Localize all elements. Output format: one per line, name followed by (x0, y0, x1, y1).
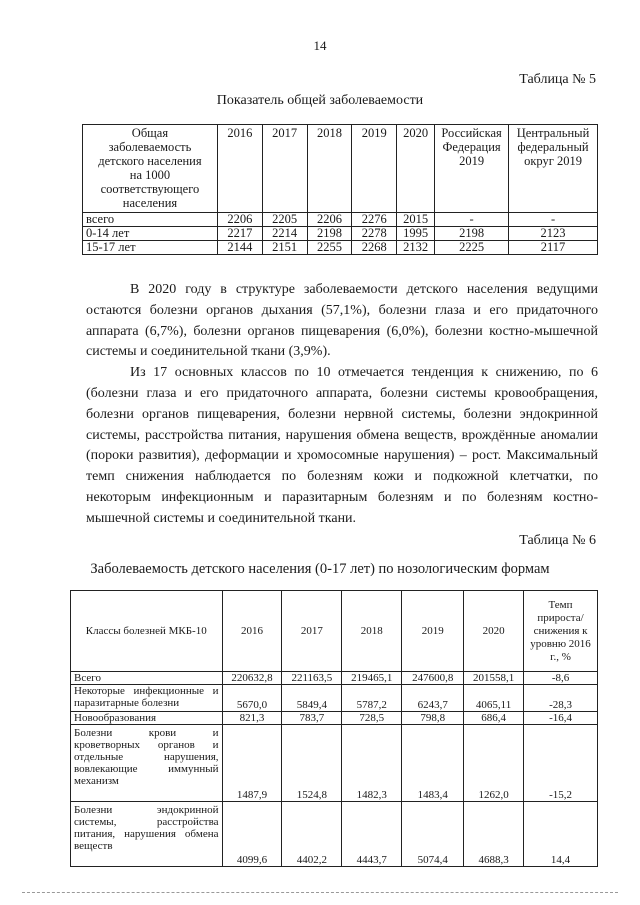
table6-row (71, 725, 598, 802)
table5-cell: - (435, 213, 509, 227)
table6-cell: Болезни эндокринной системы, расстройства питания, нарушения обмена веществ (71, 802, 223, 867)
table6-header-row (71, 591, 598, 672)
table6-cell: -28,3 (524, 685, 598, 712)
table6-cell: 4099,6 (222, 802, 282, 867)
table6-cell: 1524,8 (282, 725, 342, 802)
paragraph: Из 17 основных классов по 10 отмечается тенденция к снижению, по 6 (болезни глаза и его придаточного аппарата, болезни системы кровообращения, болезни органов пищеварения, болезни нервной системы, болезни эндокринной системы, расстройства питания, нарушения обмена веществ, врождённые аномалии (пороки развития), деформации и хромосомные нарушения) – рост. Максимальный темп снижения наблюдается по болезням кожи и подкожной клетчатки, по некоторым инфекционным и паразитарным болезням и по болезням костно-мышечной системы и соединительной ткани. (86, 365, 598, 526)
table6-cell: 4065,11 (464, 685, 524, 712)
table5-title: Показатель общей заболеваемости (216, 93, 424, 108)
table6-cell: 5074,4 (402, 802, 464, 867)
table6-cell: -8,6 (524, 672, 598, 685)
table5-row (83, 227, 598, 241)
table6-header-cell: 2016 (222, 591, 282, 672)
table6-row (71, 802, 598, 867)
table5-cell: 2117 (509, 241, 598, 255)
table5 (82, 124, 598, 255)
table6-cell: 5849,4 (282, 685, 342, 712)
table6-cell: -16,4 (524, 712, 598, 725)
table6-cell: 247600,8 (402, 672, 464, 685)
table6-cell: 1482,3 (342, 725, 402, 802)
table5-cell: 2206 (217, 213, 262, 227)
table6 (70, 590, 598, 867)
table6-cell: 821,3 (222, 712, 282, 725)
table5-cell: 15-17 лет (83, 241, 218, 255)
table6-cell: 1483,4 (402, 725, 464, 802)
table6-header-cell: 2019 (402, 591, 464, 672)
paragraph: В 2020 году в структуре заболеваемости детского населения ведущими остаются болезни органов дыхания (57,1%), болезни глаза и его придаточного аппарата (6,7%), болезни органов пищеварения (6,0%), болезни костно-мышечной системы и соединительной ткани (3,9%). (86, 282, 598, 360)
table5-header-row (83, 125, 598, 213)
table5-cell: всего (83, 213, 218, 227)
table5-header-cell: 2019 (352, 125, 397, 213)
table5-cell: 2123 (509, 227, 598, 241)
table6-cell: 14,4 (524, 802, 598, 867)
table5-cell: 0-14 лет (83, 227, 218, 241)
table6-row (71, 672, 598, 685)
table5-cell: 2205 (262, 213, 307, 227)
table6-cell: 798,8 (402, 712, 464, 725)
table6-header-cell: 2020 (464, 591, 524, 672)
table6-cell: 686,4 (464, 712, 524, 725)
table5-cell: 2132 (397, 241, 435, 255)
table6-cell: 1262,0 (464, 725, 524, 802)
table5-caption: Таблица № 5 (519, 72, 596, 87)
table5-row (83, 213, 598, 227)
table6-row (71, 685, 598, 712)
table5-cell: 2225 (435, 241, 509, 255)
table5-cell: 2144 (217, 241, 262, 255)
table5-cell: 2198 (307, 227, 352, 241)
table5-cell: 2278 (352, 227, 397, 241)
table5-cell: 2198 (435, 227, 509, 241)
body-text (86, 280, 598, 530)
table5-cell: 2255 (307, 241, 352, 255)
table6-cell: 1487,9 (222, 725, 282, 802)
table6-cell: 4443,7 (342, 802, 402, 867)
table6-header-cell: 2018 (342, 591, 402, 672)
table5-header-cell: 2017 (262, 125, 307, 213)
table5-header-cell: Центральный федеральный округ 2019 (509, 125, 598, 213)
table6-cell: 201558,1 (464, 672, 524, 685)
table5-header-cell: 2016 (217, 125, 262, 213)
table6-cell: 220632,8 (222, 672, 282, 685)
table6-cell: 219465,1 (342, 672, 402, 685)
table5-cell: 1995 (397, 227, 435, 241)
table6-header-cell: Темп прироста/ снижения к уровню 2016 г., % (524, 591, 598, 672)
table6-cell: 6243,7 (402, 685, 464, 712)
table6-cell: Некоторые инфекционные и паразитарные болезни (71, 685, 223, 712)
page-bottom-divider (22, 892, 618, 893)
table5-cell: 2217 (217, 227, 262, 241)
table5-cell: - (509, 213, 598, 227)
table6-cell: 5670,0 (222, 685, 282, 712)
table6-cell: 783,7 (282, 712, 342, 725)
table6-cell: 221163,5 (282, 672, 342, 685)
table5-cell: 2151 (262, 241, 307, 255)
table5-cell: 2276 (352, 213, 397, 227)
table5-cell: 2206 (307, 213, 352, 227)
table5-header-cell: 2018 (307, 125, 352, 213)
page-number: 14 (313, 38, 327, 53)
table6-cell: -15,2 (524, 725, 598, 802)
table6-cell: 5787,2 (342, 685, 402, 712)
table5-cell: 2015 (397, 213, 435, 227)
table6-cell: 728,5 (342, 712, 402, 725)
table5-row (83, 241, 598, 255)
table5-header-cell: Общая заболеваемость детского населения на 1000 соответствующего населения (83, 125, 218, 213)
table5-cell: 2268 (352, 241, 397, 255)
table6-caption: Таблица № 6 (519, 533, 596, 548)
table6-cell: Новообразования (71, 712, 223, 725)
table6-cell: Болезни крови и кроветворных органов и отдельные нарушения, вовлекающие иммунный механизм (71, 725, 223, 802)
table6-title: Заболеваемость детского населения (0-17 лет) по нозологическим формам (90, 561, 550, 577)
table6-header-cell: 2017 (282, 591, 342, 672)
table6-cell: 4402,2 (282, 802, 342, 867)
table6-header-cell: Классы болезней МКБ-10 (71, 591, 223, 672)
table6-cell: 4688,3 (464, 802, 524, 867)
table5-header-cell: Российская Федерация 2019 (435, 125, 509, 213)
table5-header-cell: 2020 (397, 125, 435, 213)
table6-row (71, 712, 598, 725)
table6-cell: Всего (71, 672, 223, 685)
table5-cell: 2214 (262, 227, 307, 241)
